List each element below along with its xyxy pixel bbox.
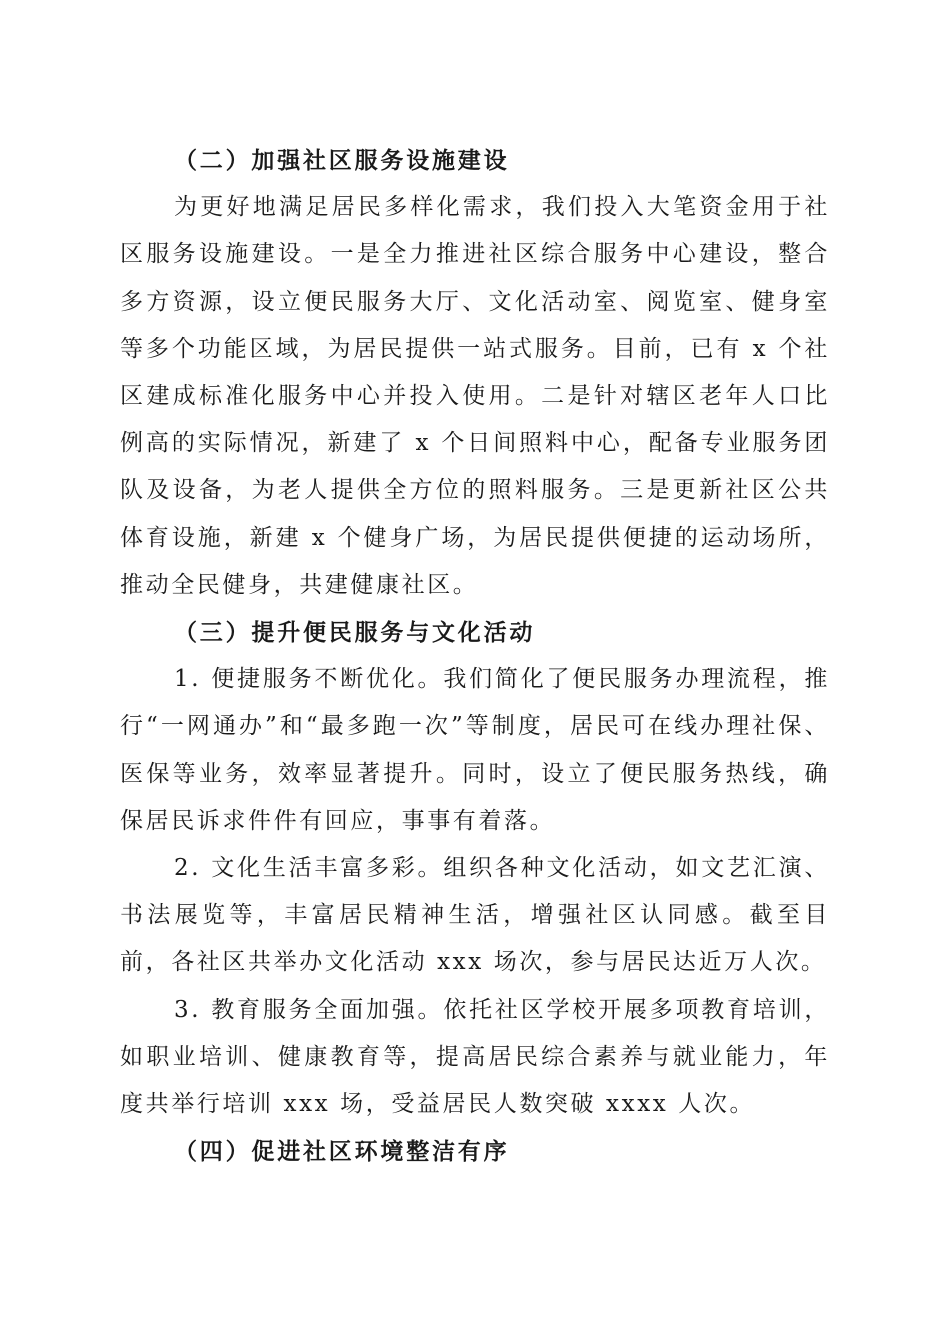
document-body bbox=[120, 137, 830, 1175]
section-heading-2: （二）加强社区服务设施建设 bbox=[174, 147, 510, 174]
paragraph-education-service: 3. 教育服务全面加强。依托社区学校开展多项教育培训，如职业培训、健康教育等，提高居民综合素养与就业能力，年度共举行培训 xxx 场，受益居民人数突破 xxxx 人次。 bbox=[120, 996, 830, 1118]
section-heading-4: （四）促进社区环境整洁有序 bbox=[174, 1138, 510, 1166]
paragraph-convenience-service: 1. 便捷服务不断优化。我们简化了便民服务办理流程，推行“一网通办”和“最多跑一次”等制度，居民可在线办理社保、医保等业务，效率显著提升。同时，设立了便民服务热线，确保居民诉求件件有回应，事事有着落。 bbox=[120, 666, 830, 834]
paragraph-facilities: 为更好地满足居民多样化需求，我们投入大笔资金用于社区服务设施建设。一是全力推进社区综合服务中心建设，整合多方资源，设立便民服务大厅、文化活动室、阅览室、健身室等多个功能区域，为居民提供一站式服务。目前，已有 x 个社区建成标准化服务中心并投入使用。二是针对辖区老年人口比例高的实际情况，新建了 x 个日间照料中心，配备专业服务团队及设备，为老人提供全方位的照料服务。三是更新社区公共体育设施，新建 x 个健身广场，为居民提供便捷的运动场所，推动全民健身，共建健康社区。 bbox=[120, 194, 830, 598]
paragraph-cultural-life: 2. 文化生活丰富多彩。组织各种文化活动，如文艺汇演、书法展览等，丰富居民精神生活，增强社区认同感。截至目前，各社区共举办文化活动 xxx 场次，参与居民达近万人次。 bbox=[120, 855, 830, 976]
section-heading-3: （三）提升便民服务与文化活动 bbox=[174, 619, 536, 647]
